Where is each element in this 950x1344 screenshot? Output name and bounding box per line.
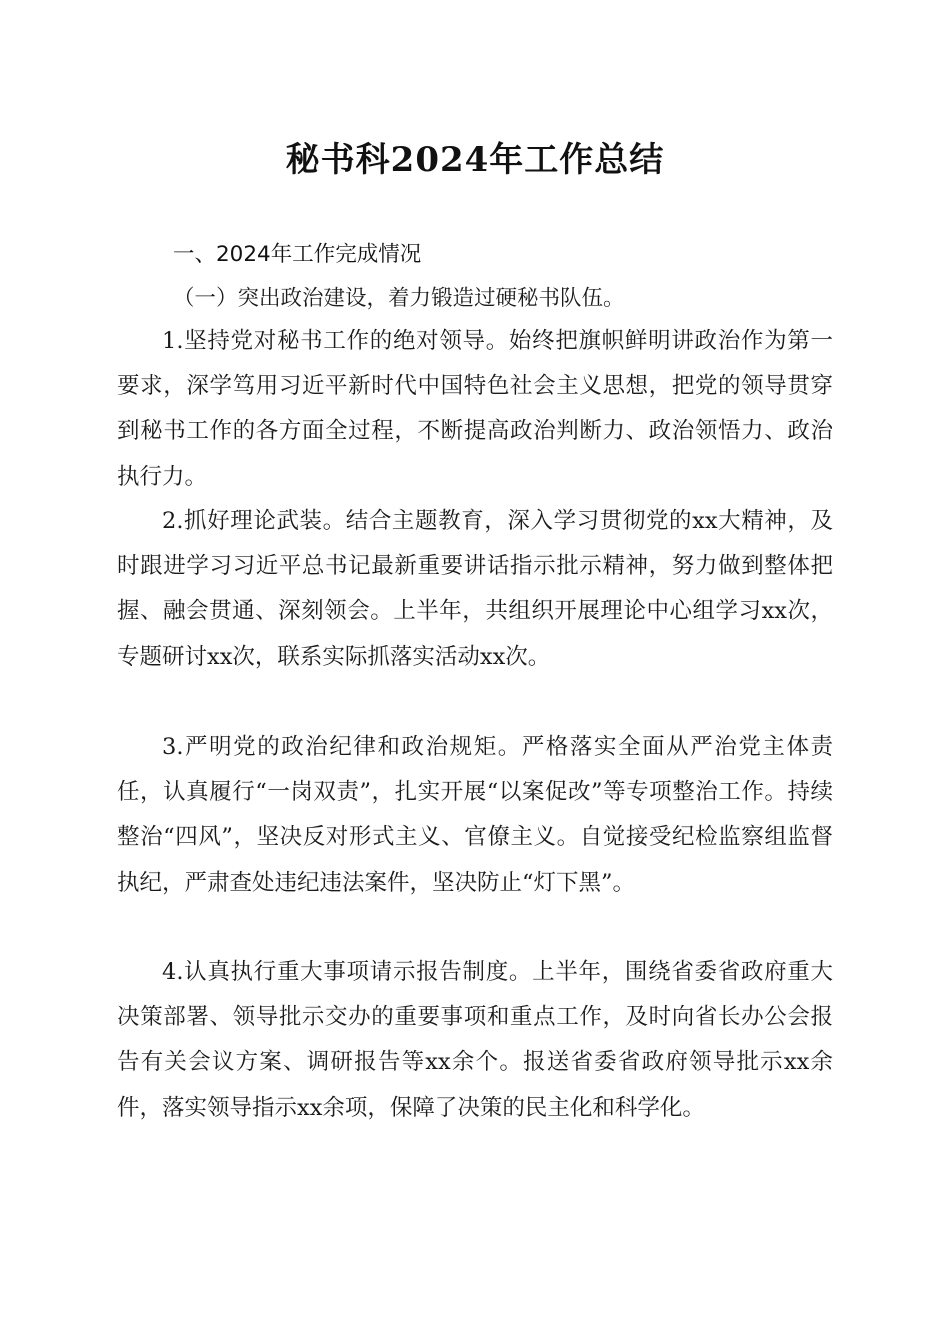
document-title: 秘书科2024年工作总结 — [285, 140, 665, 180]
body-paragraph: 2.抓好理论武装。结合主题教育，深入学习贯彻党的xx大精神，及时跟进学习习近平总书记最新重要讲话指示批示精神，努力做到整体把握、融会贯通、深刻领会。上半年，共组织开展理论中心组学习xx次，专题研讨xx次，联系实际抓落实活动xx次。 — [117, 508, 833, 670]
subsection-heading: （一）突出政治建设，着力锻造过硬秘书队伍。 — [173, 286, 625, 311]
body-paragraph: 3.严明党的政治纪律和政治规矩。严格落实全面从严治党主体责任，认真履行“一岗双责”，扎实开展“以案促改”等专项整治工作。持续整治“四风”，坚决反对形式主义、官僚主义。自觉接受纪检监察组监督执纪，严肃查处违纪违法案件，坚决防止“灯下黑”。 — [117, 734, 833, 896]
body-paragraph: 1.坚持党对秘书工作的绝对领导。始终把旗帜鲜明讲政治作为第一要求，深学笃用习近平新时代中国特色社会主义思想，把党的领导贯穿到秘书工作的各方面全过程，不断提高政治判断力、政治领悟力、政治执行力。 — [117, 328, 833, 490]
section-heading: 一、2024年工作完成情况 — [173, 242, 422, 267]
body-paragraph: 4.认真执行重大事项请示报告制度。上半年，围绕省委省政府重大决策部署、领导批示交办的重要事项和重点工作，及时向省长办公会报告有关会议方案、调研报告等xx余个。报送省委省政府领导批示xx余件，落实领导指示xx余项，保障了决策的民主化和科学化。 — [117, 959, 833, 1121]
